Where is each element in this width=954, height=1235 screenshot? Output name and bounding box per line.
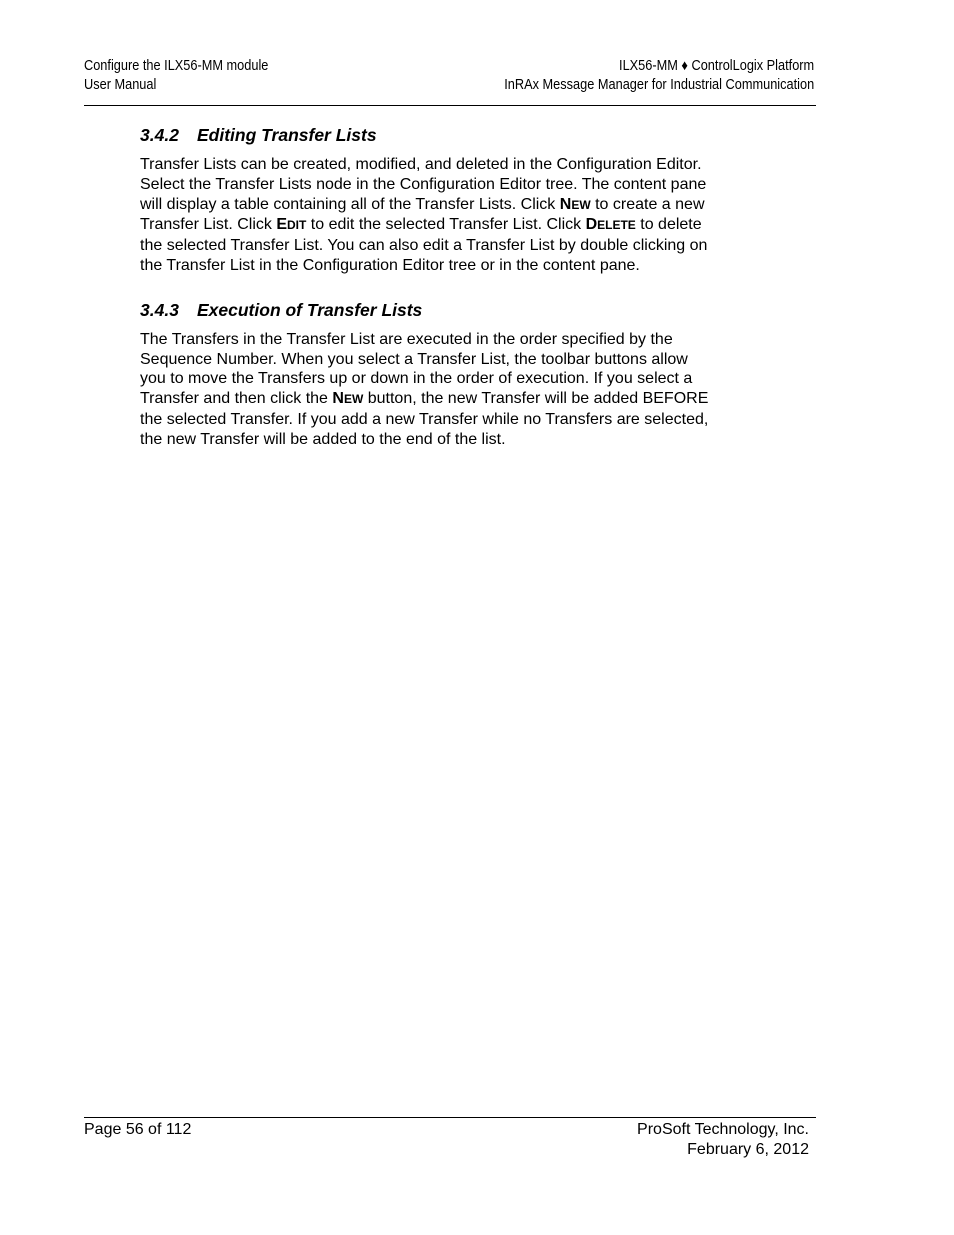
section-heading-execution <box>140 299 780 321</box>
section-heading-editing <box>140 124 780 146</box>
text-run: Transfer and then click the <box>140 390 333 408</box>
text-run: to delete <box>635 216 702 234</box>
section-title: Editing Transfer Lists <box>197 125 377 145</box>
header-left <box>84 57 268 95</box>
header-product-description: InRAx Message Manager for Industrial Communication <box>504 77 814 93</box>
delete-keyword-rest: ELETE <box>597 218 636 233</box>
footer-page-number: Page 56 of 112 <box>84 1121 192 1138</box>
text-line <box>140 389 780 410</box>
new-keyword-rest: EW <box>343 392 364 407</box>
text-line: the Transfer List in the Configuration Editor tree or in the content pane. <box>140 256 640 274</box>
footer-company: ProSoft Technology, Inc. <box>637 1121 809 1138</box>
new-keyword-initial: N <box>559 195 572 213</box>
text-line: Transfer Lists can be created, modified, and deleted in the Configuration Editor. <box>140 156 702 173</box>
page-header <box>84 57 816 106</box>
section-title: Execution of Transfer Lists <box>197 299 423 320</box>
edit-keyword-initial: E <box>276 216 287 234</box>
main-content <box>140 124 780 450</box>
delete-keyword-initial: D <box>585 216 598 234</box>
footer-date: February 6, 2012 <box>687 1141 809 1158</box>
new-keyword-rest: EW <box>571 197 591 212</box>
paragraph-editing-transfer-lists <box>140 155 780 276</box>
text-line: you to move the Transfers up or down in the order of execution. If you select a <box>140 370 693 388</box>
paragraph-execution-transfer-lists <box>140 330 780 450</box>
text-line: the selected Transfer List. You can also edit a Transfer List by double clicking on <box>140 237 708 255</box>
text-line <box>140 195 780 216</box>
header-product-platform: ILX56-MM ♦ ControlLogix Platform <box>618 58 814 74</box>
section-number: 3.4.2 <box>140 125 179 145</box>
text-run: button, the new Transfer will be added BEFORE <box>363 390 709 408</box>
section-number: 3.4.3 <box>140 299 179 320</box>
text-run: will display a table containing all of the Transfer Lists. Click <box>140 195 560 213</box>
text-run: to create a new <box>590 195 705 213</box>
text-line: Sequence Number. When you select a Transfer List, the toolbar buttons allow <box>140 350 688 368</box>
footer-right <box>637 1120 809 1160</box>
text-line <box>140 215 780 236</box>
header-document-type: User Manual <box>84 77 157 93</box>
header-chapter-title: Configure the ILX56-MM module <box>84 58 269 74</box>
text-line: Select the Transfer Lists node in the Configuration Editor tree. The content pane <box>140 175 707 193</box>
text-line: The Transfers in the Transfer List are executed in the order specified by the <box>140 330 673 348</box>
text-run: to edit the selected Transfer List. Click <box>306 216 586 234</box>
edit-keyword-rest: DIT <box>287 218 307 233</box>
text-line: the selected Transfer. If you add a new Transfer while no Transfers are selected, <box>140 410 709 428</box>
text-line: the new Transfer will be added to the end of the list. <box>140 430 506 448</box>
page-footer <box>84 1117 816 1158</box>
header-right <box>504 57 814 95</box>
new-keyword-initial: N <box>332 390 344 408</box>
text-run: Transfer List. Click <box>140 216 277 234</box>
